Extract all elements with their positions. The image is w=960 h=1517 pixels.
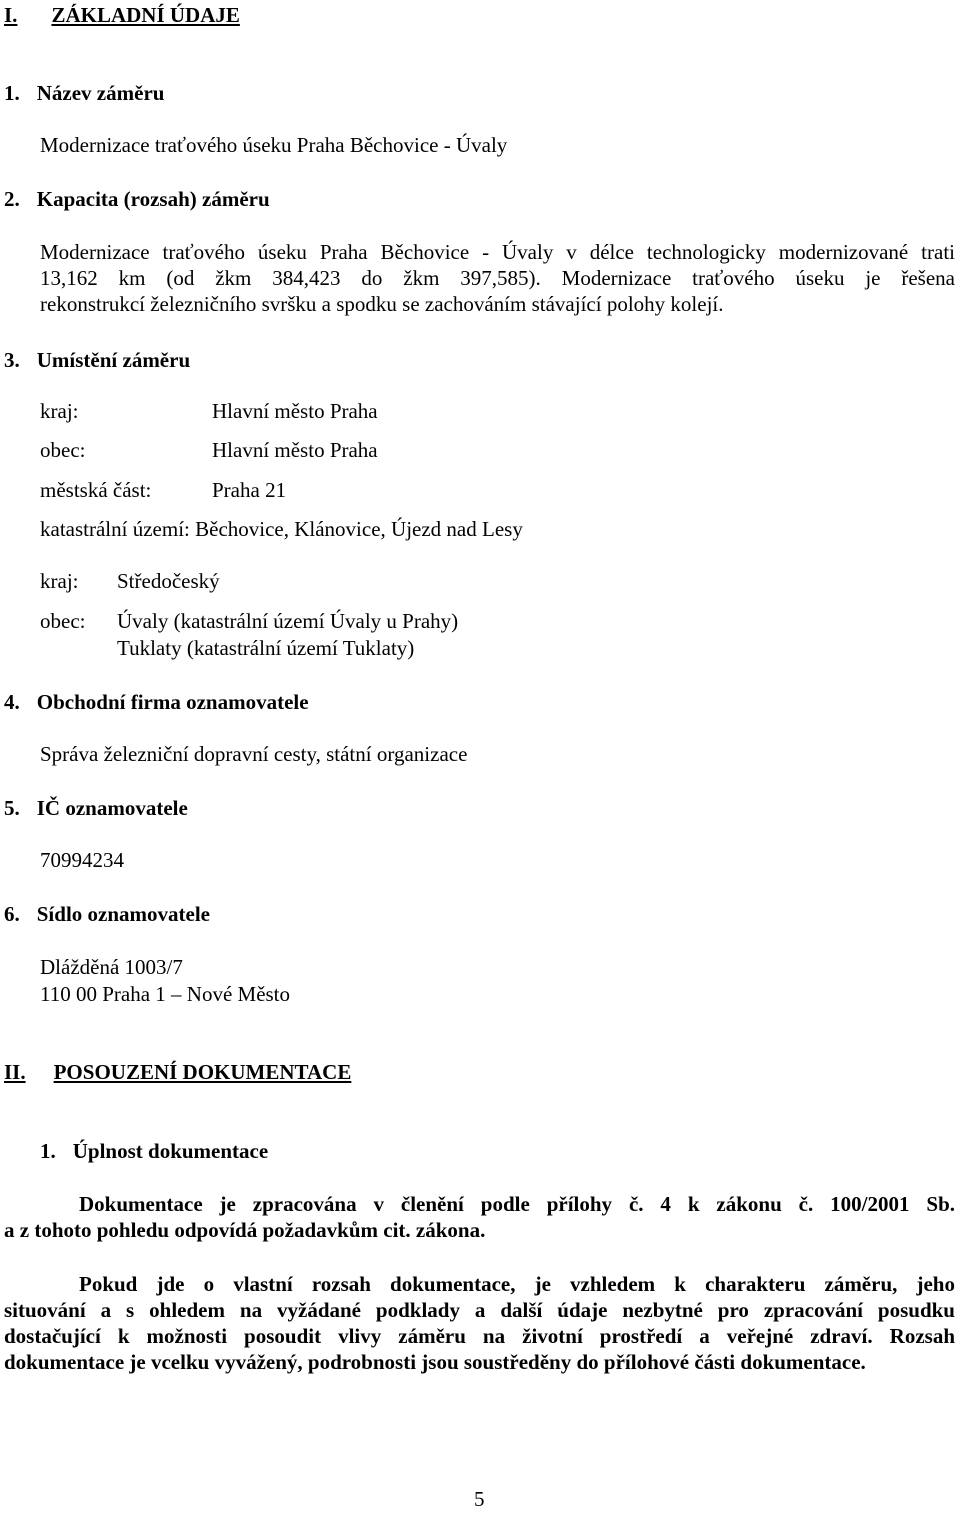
section-4-heading [4,689,309,715]
completeness-line-2: a z tohoto pohledu odpovídá požadavkům cit. zákona. [4,1218,486,1242]
section-4-title: Obchodní firma oznamovatele [36,690,309,714]
obec-value-2b: Tuklaty (katastrální území Tuklaty) [117,636,415,660]
capacity-line-2: 13,162 km (od žkm 384,423 do žkm 397,585). Modernizace traťového úseku je řešena [40,266,955,290]
kraj-value-2: Středočeský [117,569,220,593]
obec-value-1: Hlavní město Praha [212,438,378,462]
scope-line-1: Pokud jde o vlastní rozsah dokumentace, je vzhledem k charakteru záměru, jeho [79,1272,955,1296]
part-1-heading [4,2,240,28]
subsection-1-heading [40,1138,268,1164]
kraj-label-1: kraj: [40,399,79,423]
page-number: 5 [474,1487,485,1511]
section-3-title: Umístění záměru [36,348,191,372]
section-1-title: Název záměru [36,81,165,105]
katastralni-uzemi: katastrální území: Běchovice, Klánovice, Újezd nad Lesy [40,517,523,541]
mestska-cast-label: městská část: [40,478,152,502]
address-line-2: 110 00 Praha 1 – Nové Město [40,982,291,1006]
part-2-number: II. [4,1060,26,1084]
project-name: Modernizace traťového úseku Praha Běchovice - Úvaly [40,133,508,157]
capacity-line-3: rekonstrukcí železničního svršku a spodku se zachováním stávající polohy kolejí. [40,292,724,316]
section-4-number: 4. [4,690,20,714]
section-2-heading [4,186,270,212]
kraj-value-1: Hlavní město Praha [212,399,378,423]
section-6-number: 6. [4,902,20,926]
section-1-heading [4,80,164,106]
section-5-number: 5. [4,796,20,820]
subsection-1-title: Úplnost dokumentace [72,1139,269,1163]
address-line-1: Dlážděná 1003/7 [40,955,183,979]
section-2-number: 2. [4,187,20,211]
section-2-title: Kapacita (rozsah) záměru [36,187,270,211]
obec-value-2a: Úvaly (katastrální území Úvaly u Prahy) [117,609,459,633]
obec-label-2: obec: [40,609,86,633]
section-5-heading [4,795,188,821]
scope-line-4: dokumentace je vcelku vyvážený, podrobnosti jsou soustředěny do přílohové části dokumentace. [4,1350,866,1374]
scope-paragraph [4,1271,955,1375]
section-1-number: 1. [4,81,20,105]
capacity-paragraph [40,239,955,317]
section-5-title: IČ oznamovatele [36,796,188,820]
company-id: 70994234 [40,848,124,872]
section-6-heading [4,901,210,927]
part-1-number: I. [4,3,18,27]
scope-line-2: situování a s ohledem na vyžádané podklady a další údaje nezbytné pro zpracování posudku [4,1298,955,1322]
completeness-line-1: Dokumentace je zpracována v členění podle přílohy č. 4 k zákonu č. 100/2001 Sb. [79,1192,955,1216]
kraj-label-2: kraj: [40,569,79,593]
section-6-title: Sídlo oznamovatele [36,902,210,926]
subsection-1-number: 1. [40,1139,56,1163]
mestska-cast-value: Praha 21 [212,478,287,502]
company-name: Správa železniční dopravní cesty, státní organizace [40,742,468,766]
part-1-title: ZÁKLADNÍ ÚDAJE [51,3,240,27]
section-3-heading [4,347,190,373]
part-2-heading [4,1059,351,1085]
part-2-title: POSOUZENÍ DOKUMENTACE [53,1060,352,1084]
section-3-number: 3. [4,348,20,372]
scope-line-3: dostačující k možnosti posoudit vlivy záměru na životní prostředí a veřejné zdraví. Rozsah [4,1324,955,1348]
capacity-line-1: Modernizace traťového úseku Praha Běchovice - Úvaly v délce technologicky modernizované trati [40,240,955,264]
completeness-paragraph [4,1191,955,1243]
obec-label-1: obec: [40,438,86,462]
